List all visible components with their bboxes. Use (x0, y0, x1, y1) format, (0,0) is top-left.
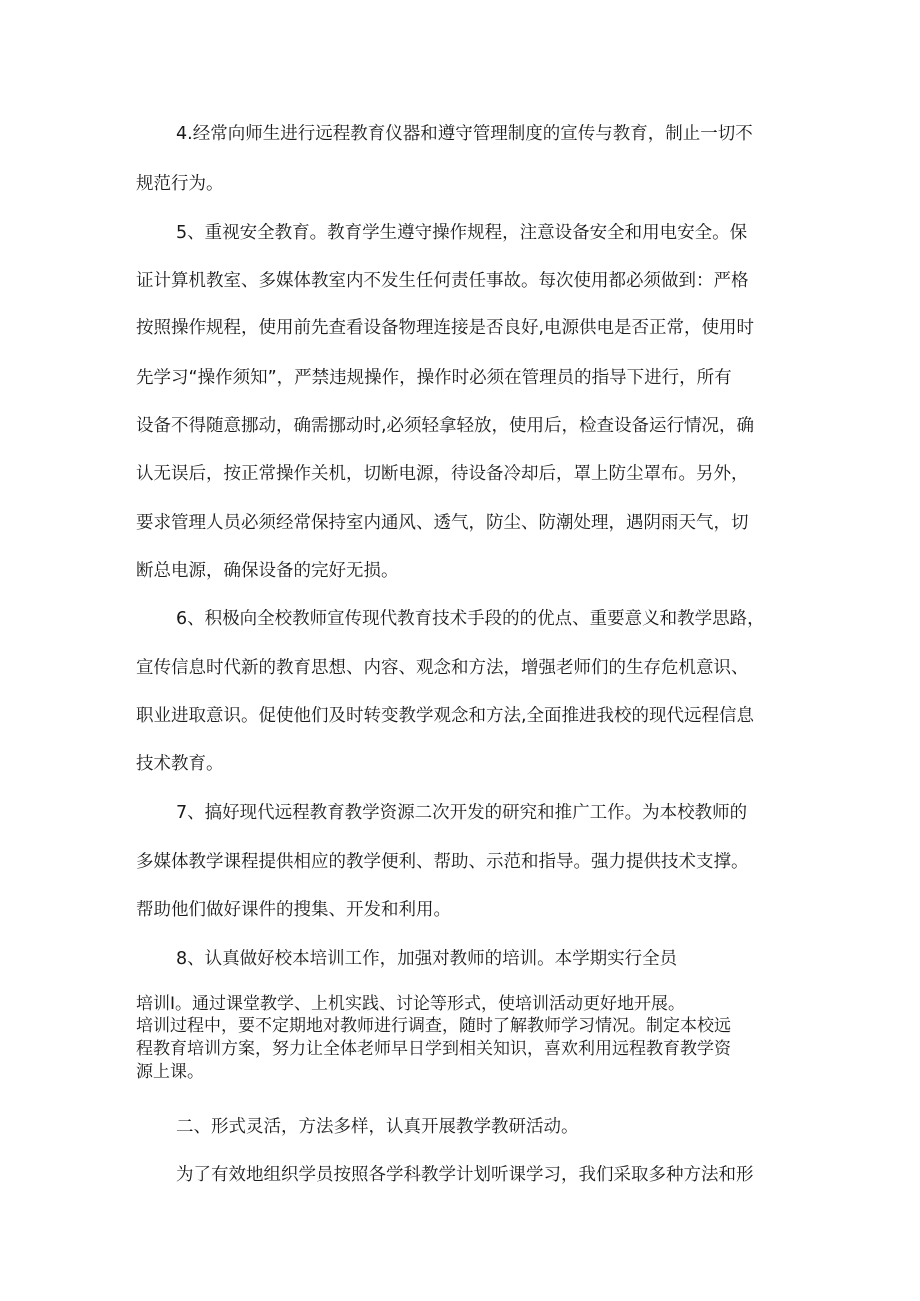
paragraph-7-line-1: 7、搞好现代远程教育教学资源二次开发的研究和推广工作。为本校教师的 (176, 803, 748, 823)
paragraph-5-line-4: 先学习“操作须知”，严禁违规操作，操作时必须在管理员的指导下进行，所有 (136, 368, 732, 388)
paragraph-5-line-3: 按照操作规程，使用前先查看设备物理连接是否良好,电源供电是否正常，使用时 (136, 318, 755, 338)
paragraph-8-line-1: 8、认真做好校本培训工作，加强对教师的培训。本学期实行全员 (176, 949, 678, 969)
paragraph-4-line-1: 4.经常向师生进行远程教育仪器和遵守管理制度的宣传与教育，制止一切不 (176, 124, 753, 144)
closing-paragraph-line-1: 为了有效地组织学员按照各学科教学计划听课学习，我们采取多种方法和形 (176, 1165, 754, 1185)
paragraph-7-line-3: 帮助他们做好课件的搜集、开发和利用。 (136, 900, 451, 920)
paragraph-5-line-2: 证计算机教室、多媒体教室内不发生任何责任事故。每次使用都必须做到：严格 (136, 271, 749, 291)
paragraph-6-line-1: 6、积极向全校教师宣传现代教育技术手段的的优点、重要意义和教学思路， (176, 609, 765, 629)
paragraph-5-line-8: 断总电源，确保设备的完好无损。 (136, 561, 399, 581)
paragraph-5-line-7: 要求管理人员必须经常保持室内通风、透气，防尘、防潮处理，遇阴雨天气，切 (136, 513, 749, 533)
tight-block-line-1: 培训I。通过课堂教学、上机实践、讨论等形式，使培训活动更好地开展。 (136, 994, 686, 1014)
paragraph-6-line-2: 宣传信息时代新的教育思想、内容、观念和方法，增强老师们的生存危机意识、 (136, 658, 749, 678)
section-heading: 二、形式灵活，方法多样，认真开展教学教研活动。 (176, 1117, 579, 1137)
tight-block-line-2: 培训过程中，要不定期地对教师进行调查，随时了解教师学习情况。制定本校远 (136, 1016, 731, 1036)
tight-block-line-3: 程教育培训方案，努力让全体老师早日学到相关知识，喜欢利用远程教育教学资 (136, 1039, 731, 1059)
paragraph-6-line-4: 技术教育。 (136, 754, 224, 774)
paragraph-5-line-1: 5、重视安全教育。教育学生遵守操作规程，注意设备安全和用电安全。保 (176, 223, 748, 243)
paragraph-6-line-3: 职业进取意识。促使他们及时转变教学观念和方法,全面推进我校的现代远程信息 (136, 706, 755, 726)
tight-block-line-4: 源上课。 (136, 1062, 204, 1082)
paragraph-5-line-5: 设备不得随意挪动，确需挪动时,必须轻拿轻放，使用后，检查设备运行情况，确 (136, 416, 755, 436)
paragraph-7-line-2: 多媒体教学课程提供相应的教学便利、帮助、示范和指导。强力提供技术支撑。 (136, 852, 749, 872)
paragraph-5-line-6: 认无误后，按正常操作关机，切断电源，待设备冷却后，罩上防尘罩布。另外， (136, 464, 749, 484)
paragraph-4-line-2: 规范行为。 (136, 174, 224, 194)
